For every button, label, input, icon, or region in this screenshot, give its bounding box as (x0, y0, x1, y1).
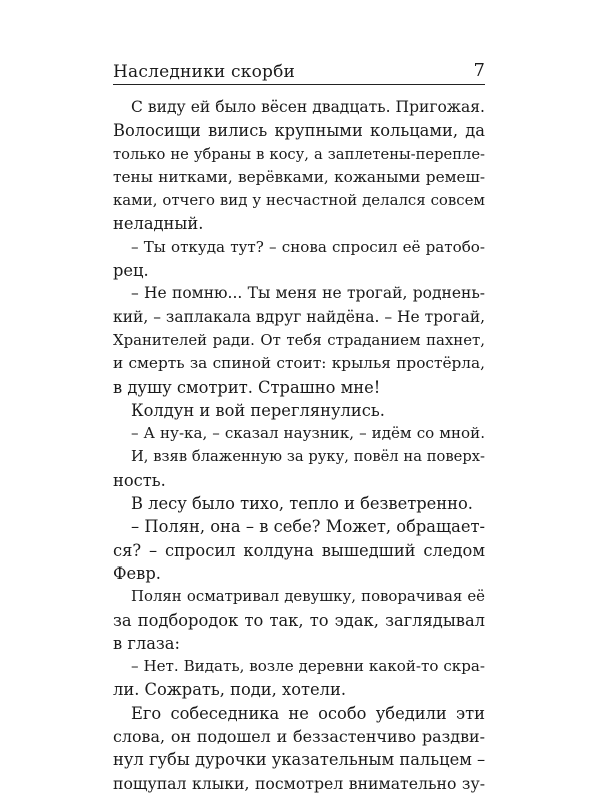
body-text (113, 96, 485, 795)
text-line: рец. (113, 261, 149, 281)
page-number: 7 (473, 60, 485, 81)
text-line: кий, – заплакала вдруг найдёна. – Не трогай, (113, 307, 485, 326)
text-line: Волосищи вились крупными кольцами, да (113, 121, 485, 141)
text-line: ся? – спросил колдуна вышедший следом (113, 540, 485, 560)
text-line: – Не помню... Ты меня не трогай, роднень- (131, 284, 485, 303)
text-line: в душу смотрит. Страшно мне! (113, 377, 381, 397)
text-line: С виду ей было вёсен двадцать. Пригожая. (131, 98, 485, 116)
text-line: ность. (113, 470, 166, 490)
running-header (113, 60, 485, 84)
text-line: Февр. (113, 563, 161, 583)
text-line: тены нитками, верёвками, кожаными ремеш- (113, 167, 485, 186)
text-line: И, взяв блаженную за руку, повёл на поверх- (131, 448, 485, 466)
text-line: за подбородок то так, то эдак, заглядывал (113, 610, 485, 630)
text-line: и смерть за спиной стоит: крылья простёрла, (113, 354, 485, 373)
text-line: нул губы дурочки указательным пальцем – (113, 750, 485, 770)
text-line: Полян осматривал девушку, поворачивая её (131, 587, 485, 606)
text-line: – Нет. Видать, возле деревни какой-то скра- (131, 657, 485, 676)
text-line: – Ты откуда тут? – снова спросил её ратобо- (131, 237, 485, 256)
text-line: неладный. (113, 214, 204, 234)
text-line: ли. Сожрать, поди, хотели. (113, 680, 347, 700)
text-line: в глаза: (113, 633, 180, 653)
text-line: только не убраны в косу, а заплетены-перепле- (113, 145, 485, 163)
book-title: Наследники скорби (113, 62, 296, 82)
text-line: Колдун и вой переглянулись. (131, 400, 385, 420)
text-line: ками, отчего вид у несчастной делался совсем (113, 191, 485, 210)
header-rule (113, 84, 485, 85)
text-line: – Полян, она – в себе? Может, обращает- (131, 517, 485, 537)
text-line: – А ну-ка, – сказал наузник, – идём со мной. (131, 424, 485, 443)
text-line: Его собеседника не особо убедили эти (131, 703, 485, 723)
text-line: пощупал клыки, посмотрел внимательно зу- (113, 773, 485, 793)
text-line: Хранителей ради. От тебя страданием пахнет, (113, 330, 485, 349)
text-line: слова, он подошел и беззастенчиво раздви- (113, 727, 485, 747)
text-line: В лесу было тихо, тепло и безветренно. (131, 494, 473, 514)
